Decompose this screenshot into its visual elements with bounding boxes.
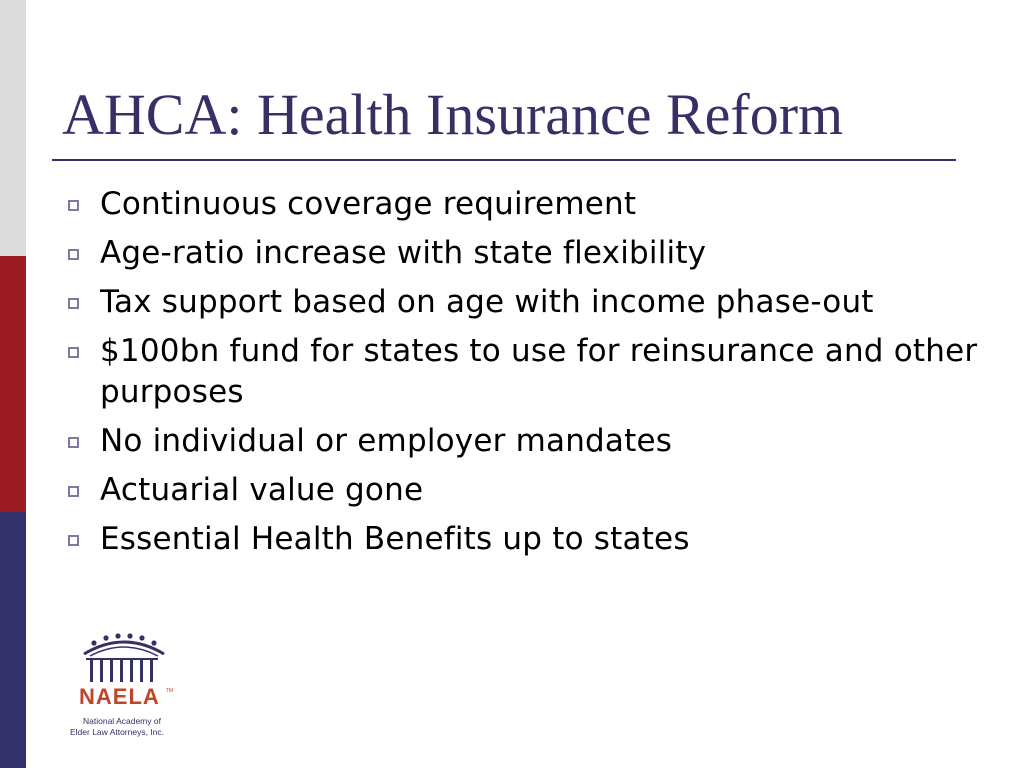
side-band-navy [0,512,26,768]
logo-trademark: TM [166,688,174,694]
logo-subtitle-line-1: National Academy of [83,716,161,726]
naela-logo [70,632,190,744]
bullet-text: $100bn fund for states to use for reinsurance and other purposes [100,333,978,410]
square-bullet-icon [68,347,79,358]
square-bullet-icon [68,437,79,448]
bullet-list [62,184,982,568]
square-bullet-icon [68,249,79,260]
bullet-item [62,282,982,323]
bullet-text: Actuarial value gone [100,472,424,508]
bullet-text: Tax support based on age with income phase-out [100,284,874,320]
bullet-item [62,421,982,462]
logo-subtitle [70,716,190,738]
logo-subtitle-line-2: Elder Law Attorneys, Inc. [70,727,165,737]
bullet-item [62,184,982,225]
logo-wordmark: NAELA [79,684,160,709]
slide-title: AHCA: Health Insurance Reform [62,82,844,147]
bullet-item [62,233,982,274]
capitol-dome-icon [76,632,172,686]
bullet-text: No individual or employer mandates [100,423,673,459]
bullet-text: Essential Health Benefits up to states [100,521,690,557]
side-band-gray [0,0,26,256]
bullet-item [62,470,982,511]
square-bullet-icon [68,298,79,309]
bullet-item [62,519,982,560]
square-bullet-icon [68,535,79,546]
bullet-item [62,331,982,413]
title-divider [52,159,956,161]
square-bullet-icon [68,200,79,211]
side-band-red [0,256,26,512]
square-bullet-icon [68,486,79,497]
bullet-text: Continuous coverage requirement [100,186,637,222]
bullet-text: Age-ratio increase with state flexibility [100,235,707,271]
